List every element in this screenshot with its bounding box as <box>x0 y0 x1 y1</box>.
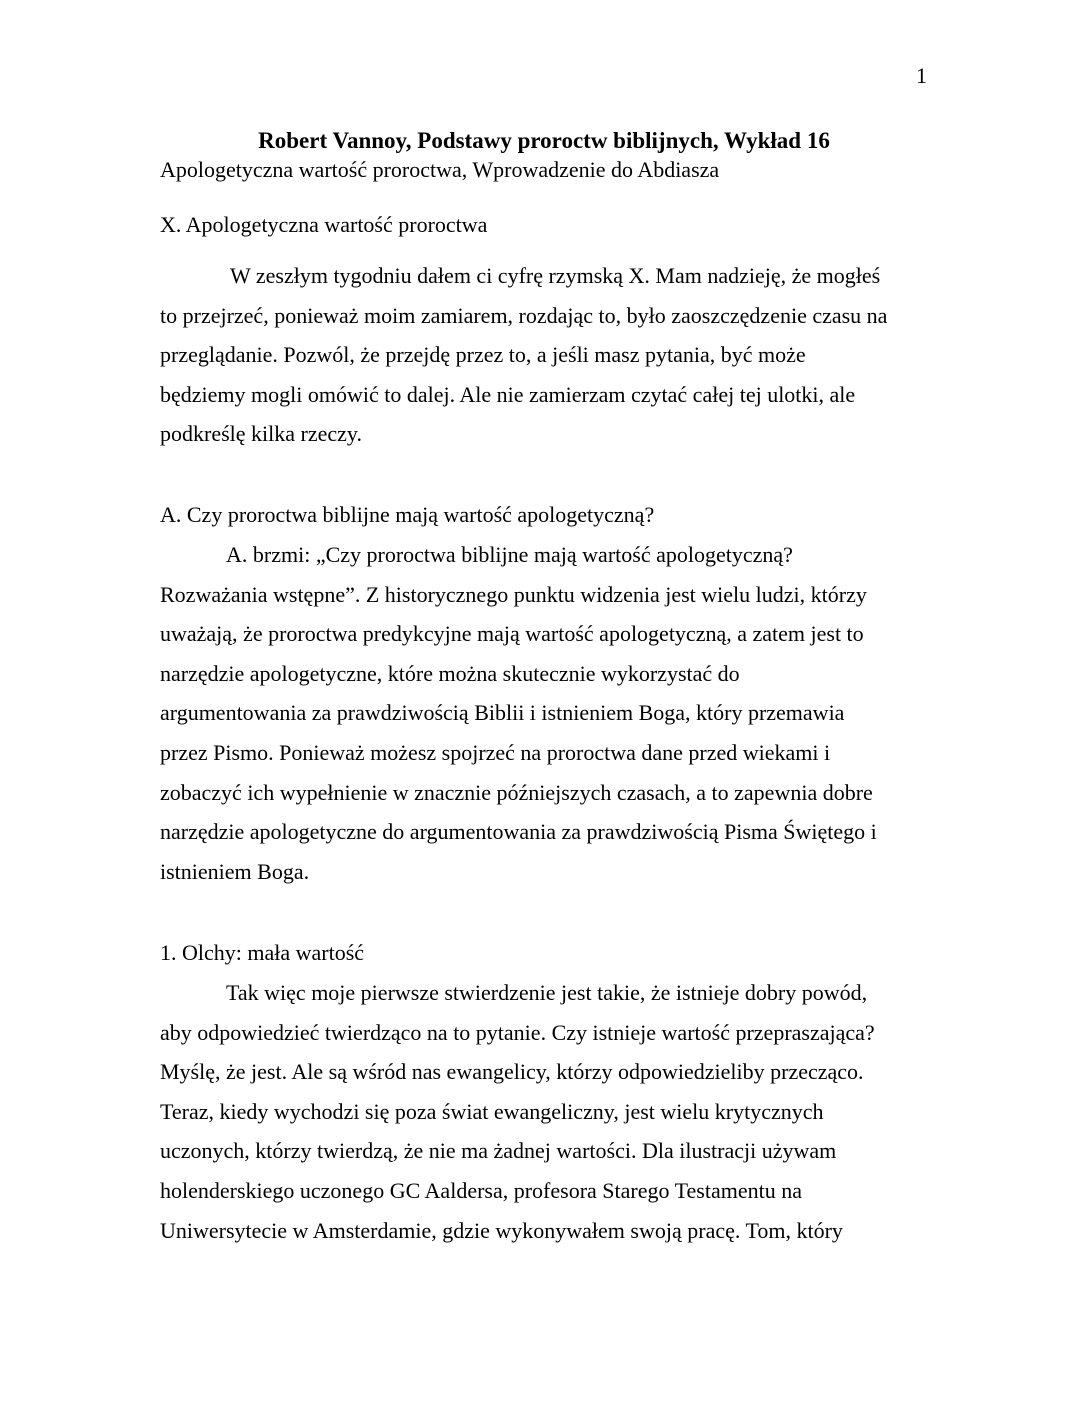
paragraph-line: przez Pismo. Ponieważ możesz spojrzeć na proroctwa dane przed wiekami i <box>160 739 831 765</box>
paragraph-line: Myślę, że jest. Ale są wśród nas ewangelicy, którzy odpowiedzieliby przecząco. <box>160 1059 864 1085</box>
paragraph-line: zobaczyć ich wypełnienie w znacznie późniejszych czasach, a to zapewnia dobre <box>160 779 873 805</box>
paragraph-line: W zeszłym tygodniu dałem ci cyfrę rzymską X. Mam nadzieję, że mogłeś <box>230 263 881 288</box>
section-heading-x: X. Apologetyczna wartość proroctwa <box>160 212 488 237</box>
document-subtitle: Apologetyczna wartość proroctwa, Wprowadzenie do Abdiasza <box>160 157 720 182</box>
document-title: Robert Vannoy, Podstawy proroctw biblijnych, Wykład 16 <box>258 128 830 153</box>
paragraph-x <box>160 256 930 454</box>
paragraph-line: to przejrzeć, ponieważ moim zamiarem, rozdając to, było zaoszczędzenie czasu na <box>160 302 888 328</box>
section-heading-a: A. Czy proroctwa biblijne mają wartość apologetyczną? <box>160 502 655 527</box>
paragraph-line: uważają, że proroctwa predykcyjne mają wartość apologetyczną, a zatem jest to <box>160 621 864 647</box>
section-heading-1: 1. Olchy: mała wartość <box>160 940 365 965</box>
paragraph-line: istnieniem Boga. <box>160 858 310 884</box>
paragraph-line: przeglądanie. Pozwól, że przejdę przez to, a jeśli masz pytania, być może <box>160 342 806 368</box>
paragraph-line: aby odpowiedzieć twierdząco na to pytanie. Czy istnieje wartość przepraszająca? <box>160 1019 875 1045</box>
paragraph-line: Tak więc moje pierwsze stwierdzenie jest takie, że istnieje dobry powód, <box>226 980 868 1005</box>
paragraph-line: argumentowania za prawdziwością Biblii i istnieniem Boga, który przemawia <box>160 700 845 726</box>
paragraph-line: narzędzie apologetyczne, które można skutecznie wykorzystać do <box>160 660 740 686</box>
paragraph-line: narzędzie apologetyczne do argumentowania za prawdziwością Pisma Świętego i <box>160 819 877 845</box>
paragraph-line: podkreślę kilka rzeczy. <box>160 421 362 447</box>
page-number: 1 <box>916 63 927 88</box>
paragraph-line: uczonych, którzy twierdzą, że nie ma żadnej wartości. Dla ilustracji używam <box>160 1138 837 1164</box>
paragraph-line: Uniwersytecie w Amsterdamie, gdzie wykonywałem swoją pracę. Tom, który <box>160 1217 843 1243</box>
paragraph-line: będziemy mogli omówić to dalej. Ale nie zamierzam czytać całej tej ulotki, ale <box>160 381 856 407</box>
paragraph-line: A. brzmi: „Czy proroctwa biblijne mają wartość apologetyczną? <box>226 542 793 567</box>
paragraph-1 <box>160 973 930 1250</box>
paragraph-line: holenderskiego uczonego GC Aaldersa, profesora Starego Testamentu na <box>160 1177 802 1203</box>
paragraph-line: Teraz, kiedy wychodzi się poza świat ewangeliczny, jest wielu krytycznych <box>160 1098 824 1124</box>
paragraph-line: Rozważania wstępne”. Z historycznego punktu widzenia jest wielu ludzi, którzy <box>160 581 867 607</box>
paragraph-a <box>160 535 930 891</box>
